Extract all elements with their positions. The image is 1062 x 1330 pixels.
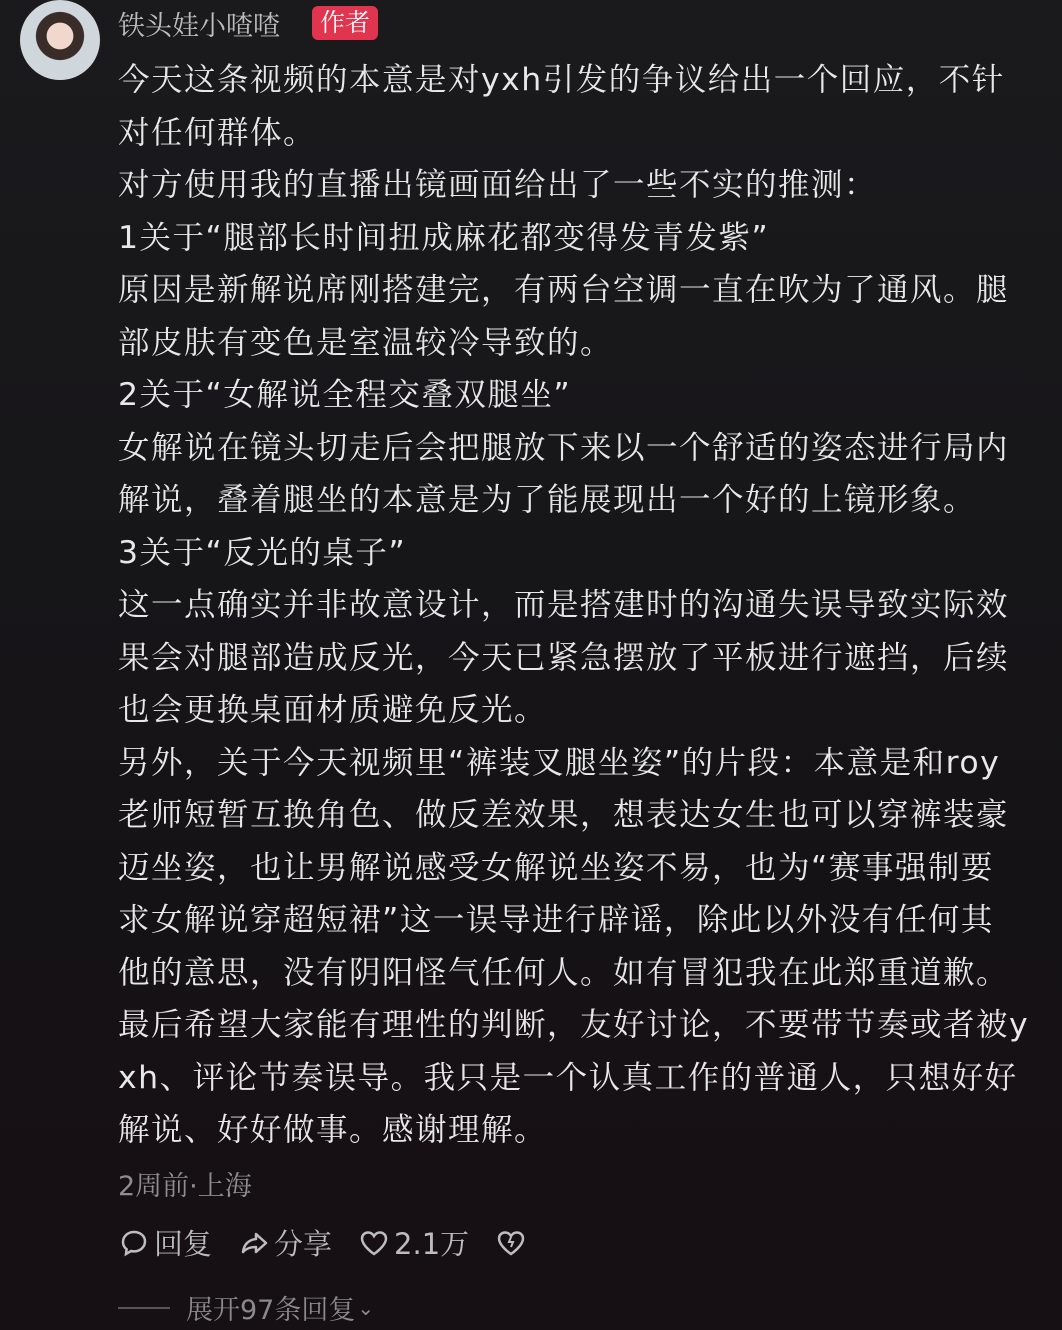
comment-body [118, 57, 1048, 1160]
comment-text-line: 3关于“反光的桌子” [118, 534, 407, 571]
comment-text-line: 最后希望大家能有理性的判断，友好讨论，不要带节奏或者被y [118, 1007, 1030, 1043]
expand-replies-label: 展开97条回复 [186, 1295, 356, 1326]
share-button[interactable] [238, 1222, 332, 1263]
divider [118, 1307, 170, 1309]
comment-text-line: 女解说在镜头切走后会把腿放下来以一个舒适的姿态进行局内 [118, 429, 1010, 466]
comment-text-line: 解说、好好做事。感谢理解。 [118, 1112, 548, 1148]
comment-text-line: 这一点确实并非故意设计，而是搭建时的沟通失误导致实际效 [118, 587, 1010, 623]
comment-text-line: 1关于“腿部长时间扭成麻花都变得发青发紫” [118, 219, 770, 256]
comment-text-line: 迈坐姿，也让男解说感受女解说坐姿不易，也为“赛事强制要 [118, 849, 994, 886]
comment-bubble-icon [118, 1227, 150, 1259]
comment-text-line: 求女解说穿超短裙”这一误导进行辟谣，除此以外没有任何其 [118, 902, 994, 938]
share-label: 分享 [274, 1227, 333, 1261]
comment-text-line: 对任何群体。 [118, 114, 317, 151]
comment-text-line: 解说，叠着腿坐的本意是为了能展现出一个好的上镜形象。 [118, 482, 977, 518]
comment-text-line: 部皮肤有变色是室温较冷导致的。 [118, 324, 614, 361]
like-count: 2.1万 [394, 1227, 470, 1261]
comment-text-line: 今天这条视频的本意是对yxh引发的争议给出一个回应，不针 [118, 62, 1005, 98]
comment-text-line: 果会对腿部造成反光，今天已紧急摆放了平板进行遮挡，后续 [118, 639, 1010, 676]
author-badge: 作者 [312, 6, 378, 40]
author-name[interactable]: 铁头娃小喳喳 [118, 11, 280, 42]
comment-text-line: 也会更换桌面材质避免反光。 [118, 692, 548, 728]
comment-meta: 2周前·上海 [118, 1171, 252, 1202]
chevron-down-icon: ⌄ [357, 1295, 375, 1320]
comment-text-line: 另外，关于今天视频里“裤装叉腿坐姿”的片段：本意是和roy [118, 744, 1001, 781]
share-arrow-icon [238, 1227, 270, 1259]
comment-text-line: 原因是新解说席刚搭建完，有两台空调一直在吹为了通风。腿 [118, 272, 1010, 308]
avatar[interactable] [20, 0, 100, 80]
dislike-button[interactable] [495, 1227, 527, 1259]
comment-actions [118, 1222, 527, 1263]
reply-label: 回复 [154, 1227, 213, 1261]
comment-text-line: 他的意思，没有阴阳怪气任何人。如有冒犯我在此郑重道歉。 [118, 954, 1010, 991]
comment-text-line: 老师短暂互换角色、做反差效果，想表达女生也可以穿裤装豪 [118, 797, 1010, 833]
broken-heart-icon [495, 1227, 527, 1259]
reply-button[interactable] [118, 1222, 212, 1263]
expand-replies-button[interactable] [118, 1288, 374, 1327]
like-button[interactable] [358, 1222, 469, 1263]
comment-text-line: 2关于“女解说全程交叠双腿坐” [118, 377, 572, 413]
comment-text-line: 对方使用我的直播出镜画面给出了一些不实的推测： [118, 167, 878, 203]
comment-text-line: xh、评论节奏误导。我只是一个认真工作的普通人，只想好好 [118, 1059, 1018, 1096]
heart-icon [358, 1227, 390, 1259]
